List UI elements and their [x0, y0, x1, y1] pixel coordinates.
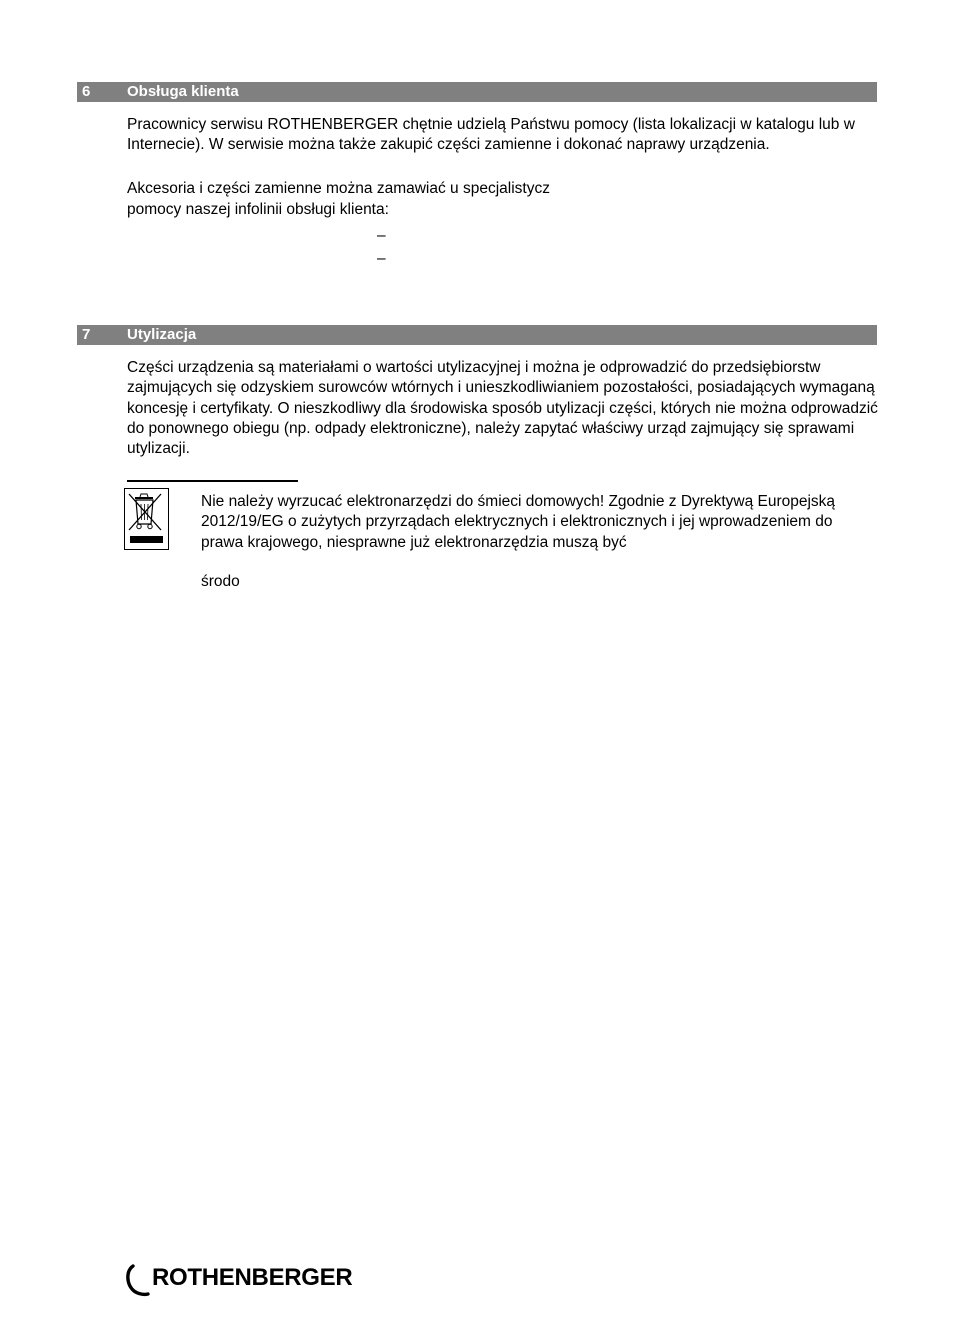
separator-rule: [127, 480, 298, 482]
list-dash-2: –: [377, 250, 386, 267]
logo-wordmark: ROTHENBERGER: [152, 1264, 353, 1291]
weee-notice-text: Nie należy wyrzucać elektronarzędzi do śmieci domowych! Zgodnie z Dyrektywą Europejską 2012/19/EG o zużytych przyrządach elektrycznych i elektronicznych i jej wprowadzeniem do prawa krajowego, niesprawne już elektronarzędzia muszą być: [201, 493, 836, 551]
accessories-line-2: pomocy naszej infolinii obsługi klienta:: [127, 201, 389, 218]
list-dash-1: –: [377, 227, 386, 244]
section-7-header: [77, 325, 877, 345]
accessories-line-1: Akcesoria i części zamienne można zamawiać u specjalistycz: [127, 180, 550, 197]
rothenberger-logo: [125, 1262, 365, 1298]
section-title: Utylizacja: [127, 326, 197, 343]
section-number: 7: [82, 326, 91, 343]
customer-service-paragraph: Pracownicy serwisu ROTHENBERGER chętnie udzielą Państwu pomocy (lista lokalizacji w katalogu lub w Internecie). W serwisie można także zakupić części zamienne i dokonać naprawy urządzenia.: [127, 116, 855, 154]
weee-notice-continuation: środo: [201, 573, 240, 590]
disposal-paragraph: Części urządzenia są materiałami o wartości utylizacyjnej i można je odprowadzić do przedsiębiorstw zajmujących się odzyskiem surowców wtórnych i unieszkodliwianiem pozostałości, posiadających wymaganą koncesję i certyfikaty. O nieszkodliwy dla środowiska sposób utylizacji części, których nie można odprowadzić do ponownego obiegu (np. odpady elektroniczne), należy zapytać właściwy urząd zajmujący się sprawami utylizacji.: [127, 359, 878, 458]
section-6-header: [77, 82, 877, 102]
section-number: 6: [82, 83, 91, 100]
crossed-out-wheelie-bin-icon: [124, 488, 169, 550]
section-title: Obsługa klienta: [127, 83, 239, 100]
